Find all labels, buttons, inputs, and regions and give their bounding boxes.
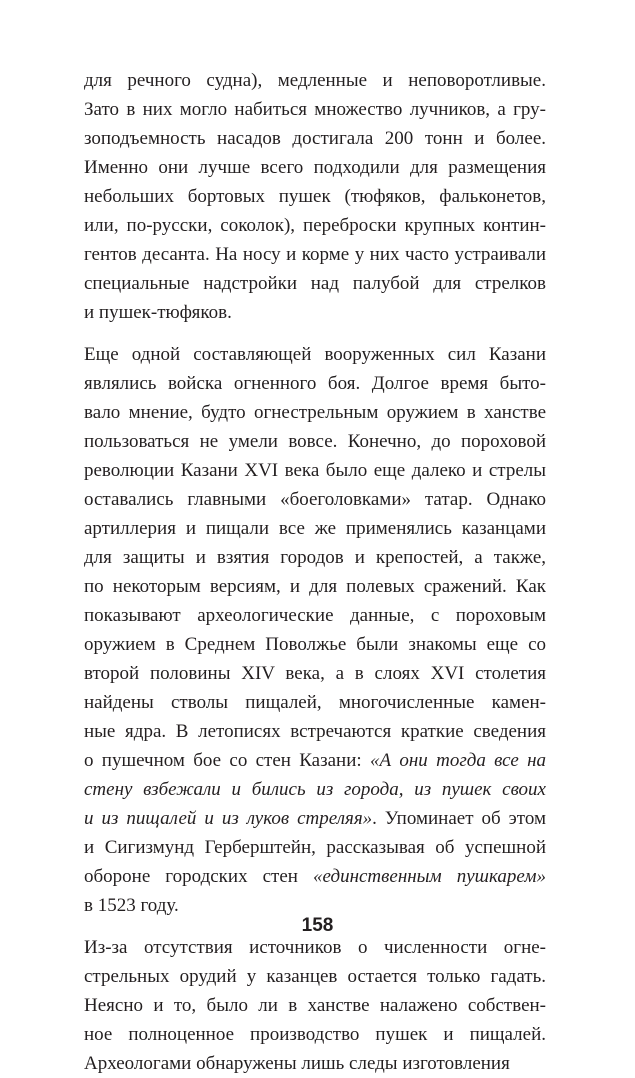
text-run: ное полноценное производство пушек и пищалей. [84, 1024, 546, 1045]
text-line [84, 427, 546, 456]
paragraph [84, 933, 546, 1078]
text-run: стрельных орудий у казанцев остается только гадать. [84, 966, 546, 987]
text-line [84, 240, 546, 269]
text-run: второй половины XIV века, а в слоях XVI столетия [84, 663, 546, 684]
text-run: артиллерия и пищали все же применялись казанцами [84, 518, 546, 539]
text-line [84, 398, 546, 427]
text-line [84, 659, 546, 688]
text-line [84, 340, 546, 369]
text-run: по некоторым версиям, и для полевых сражений. Как [84, 576, 546, 597]
text-line [84, 775, 546, 804]
text-run: . Упоминает об этом [372, 808, 546, 829]
text-line [84, 804, 546, 833]
text-line [84, 1049, 546, 1078]
text-line [84, 833, 546, 862]
italic-quote: «единственным пушкарем» [313, 866, 546, 887]
text-run: для защиты и взятия городов и крепостей, а также, [84, 547, 546, 568]
text-run: в 1523 году. [84, 895, 179, 916]
text-run: Именно они лучше всего подходили для размещения [84, 157, 546, 178]
italic-quote: «А они тогда все на [369, 750, 546, 771]
italic-quote: стену взбежали и бились из города, из пушек своих [84, 779, 546, 800]
text-run: и пушек-тюфяков. [84, 302, 232, 323]
text-line [84, 543, 546, 572]
text-run: о пушечном бое со стен Казани: [84, 750, 370, 771]
text-line [84, 456, 546, 485]
text-line [84, 1020, 546, 1049]
text-run: небольших бортовых пушек (тюфяков, фальконетов, [84, 186, 546, 207]
text-run: зоподъемность насадов достигала 200 тонн и более. [84, 128, 546, 149]
text-run: вало мнение, будто огнестрельным оружием в ханстве [84, 402, 546, 423]
text-line [84, 717, 546, 746]
page-number: 158 [301, 915, 334, 936]
italic-quote: и из пищалей и из луков стреляя» [84, 808, 373, 829]
text-line [84, 962, 546, 991]
text-run: найдены стволы пищалей, многочисленные камен- [84, 692, 546, 713]
text-run: Археологами обнаружены лишь следы изготовления [84, 1053, 510, 1074]
paragraph [84, 340, 546, 920]
text-run: для речного судна), медленные и неповоротливые. [84, 70, 546, 91]
text-line [84, 182, 546, 211]
text-run: ные ядра. В летописях встречаются краткие сведения [84, 721, 546, 742]
text-run: революции Казани XVI века было еще далеко и стрелы [84, 460, 546, 481]
text-run: Из-за отсутствия источников о численности огне- [84, 937, 546, 958]
text-line [84, 688, 546, 717]
text-run: Неясно и то, было ли в ханстве налажено собствен- [84, 995, 546, 1016]
text-run: являлись войска огненного боя. Долгое время быто- [84, 373, 546, 394]
text-line [84, 862, 546, 891]
text-line [84, 298, 546, 327]
text-line [84, 369, 546, 398]
text-line [84, 630, 546, 659]
text-line [84, 991, 546, 1020]
text-run: обороне городских стен [84, 866, 313, 887]
text-run: или, по-русски, соколок), переброски крупных контин- [84, 215, 546, 236]
text-run: Еще одной составляющей вооруженных сил Казани [84, 344, 546, 365]
text-line [84, 269, 546, 298]
text-run: и Сигизмунд Герберштейн, рассказывая об успешной [84, 837, 546, 858]
text-line [84, 933, 546, 962]
text-run: оружием в Среднем Поволжье были знакомы еще со [84, 634, 546, 655]
text-line [84, 95, 546, 124]
text-run: гентов десанта. На носу и корме у них часто устраивали [84, 244, 546, 265]
text-line [84, 211, 546, 240]
text-run: Зато в них могло набиться множество лучников, а гру- [84, 99, 546, 120]
paragraph-gap [84, 327, 546, 340]
text-line [84, 746, 546, 775]
text-line [84, 485, 546, 514]
text-run: специальные надстройки над палубой для стрелков [84, 273, 546, 294]
paragraph [84, 66, 546, 327]
text-run: показывают археологические данные, с пороховым [84, 605, 546, 626]
text-line [84, 66, 546, 95]
text-line [84, 124, 546, 153]
text-line [84, 601, 546, 630]
text-line [84, 153, 546, 182]
text-run: оставались главными «боеголовками» татар. Однако [84, 489, 546, 510]
text-run: пользоваться не умели вовсе. Конечно, до пороховой [84, 431, 546, 452]
text-line [84, 514, 546, 543]
text-line [84, 572, 546, 601]
